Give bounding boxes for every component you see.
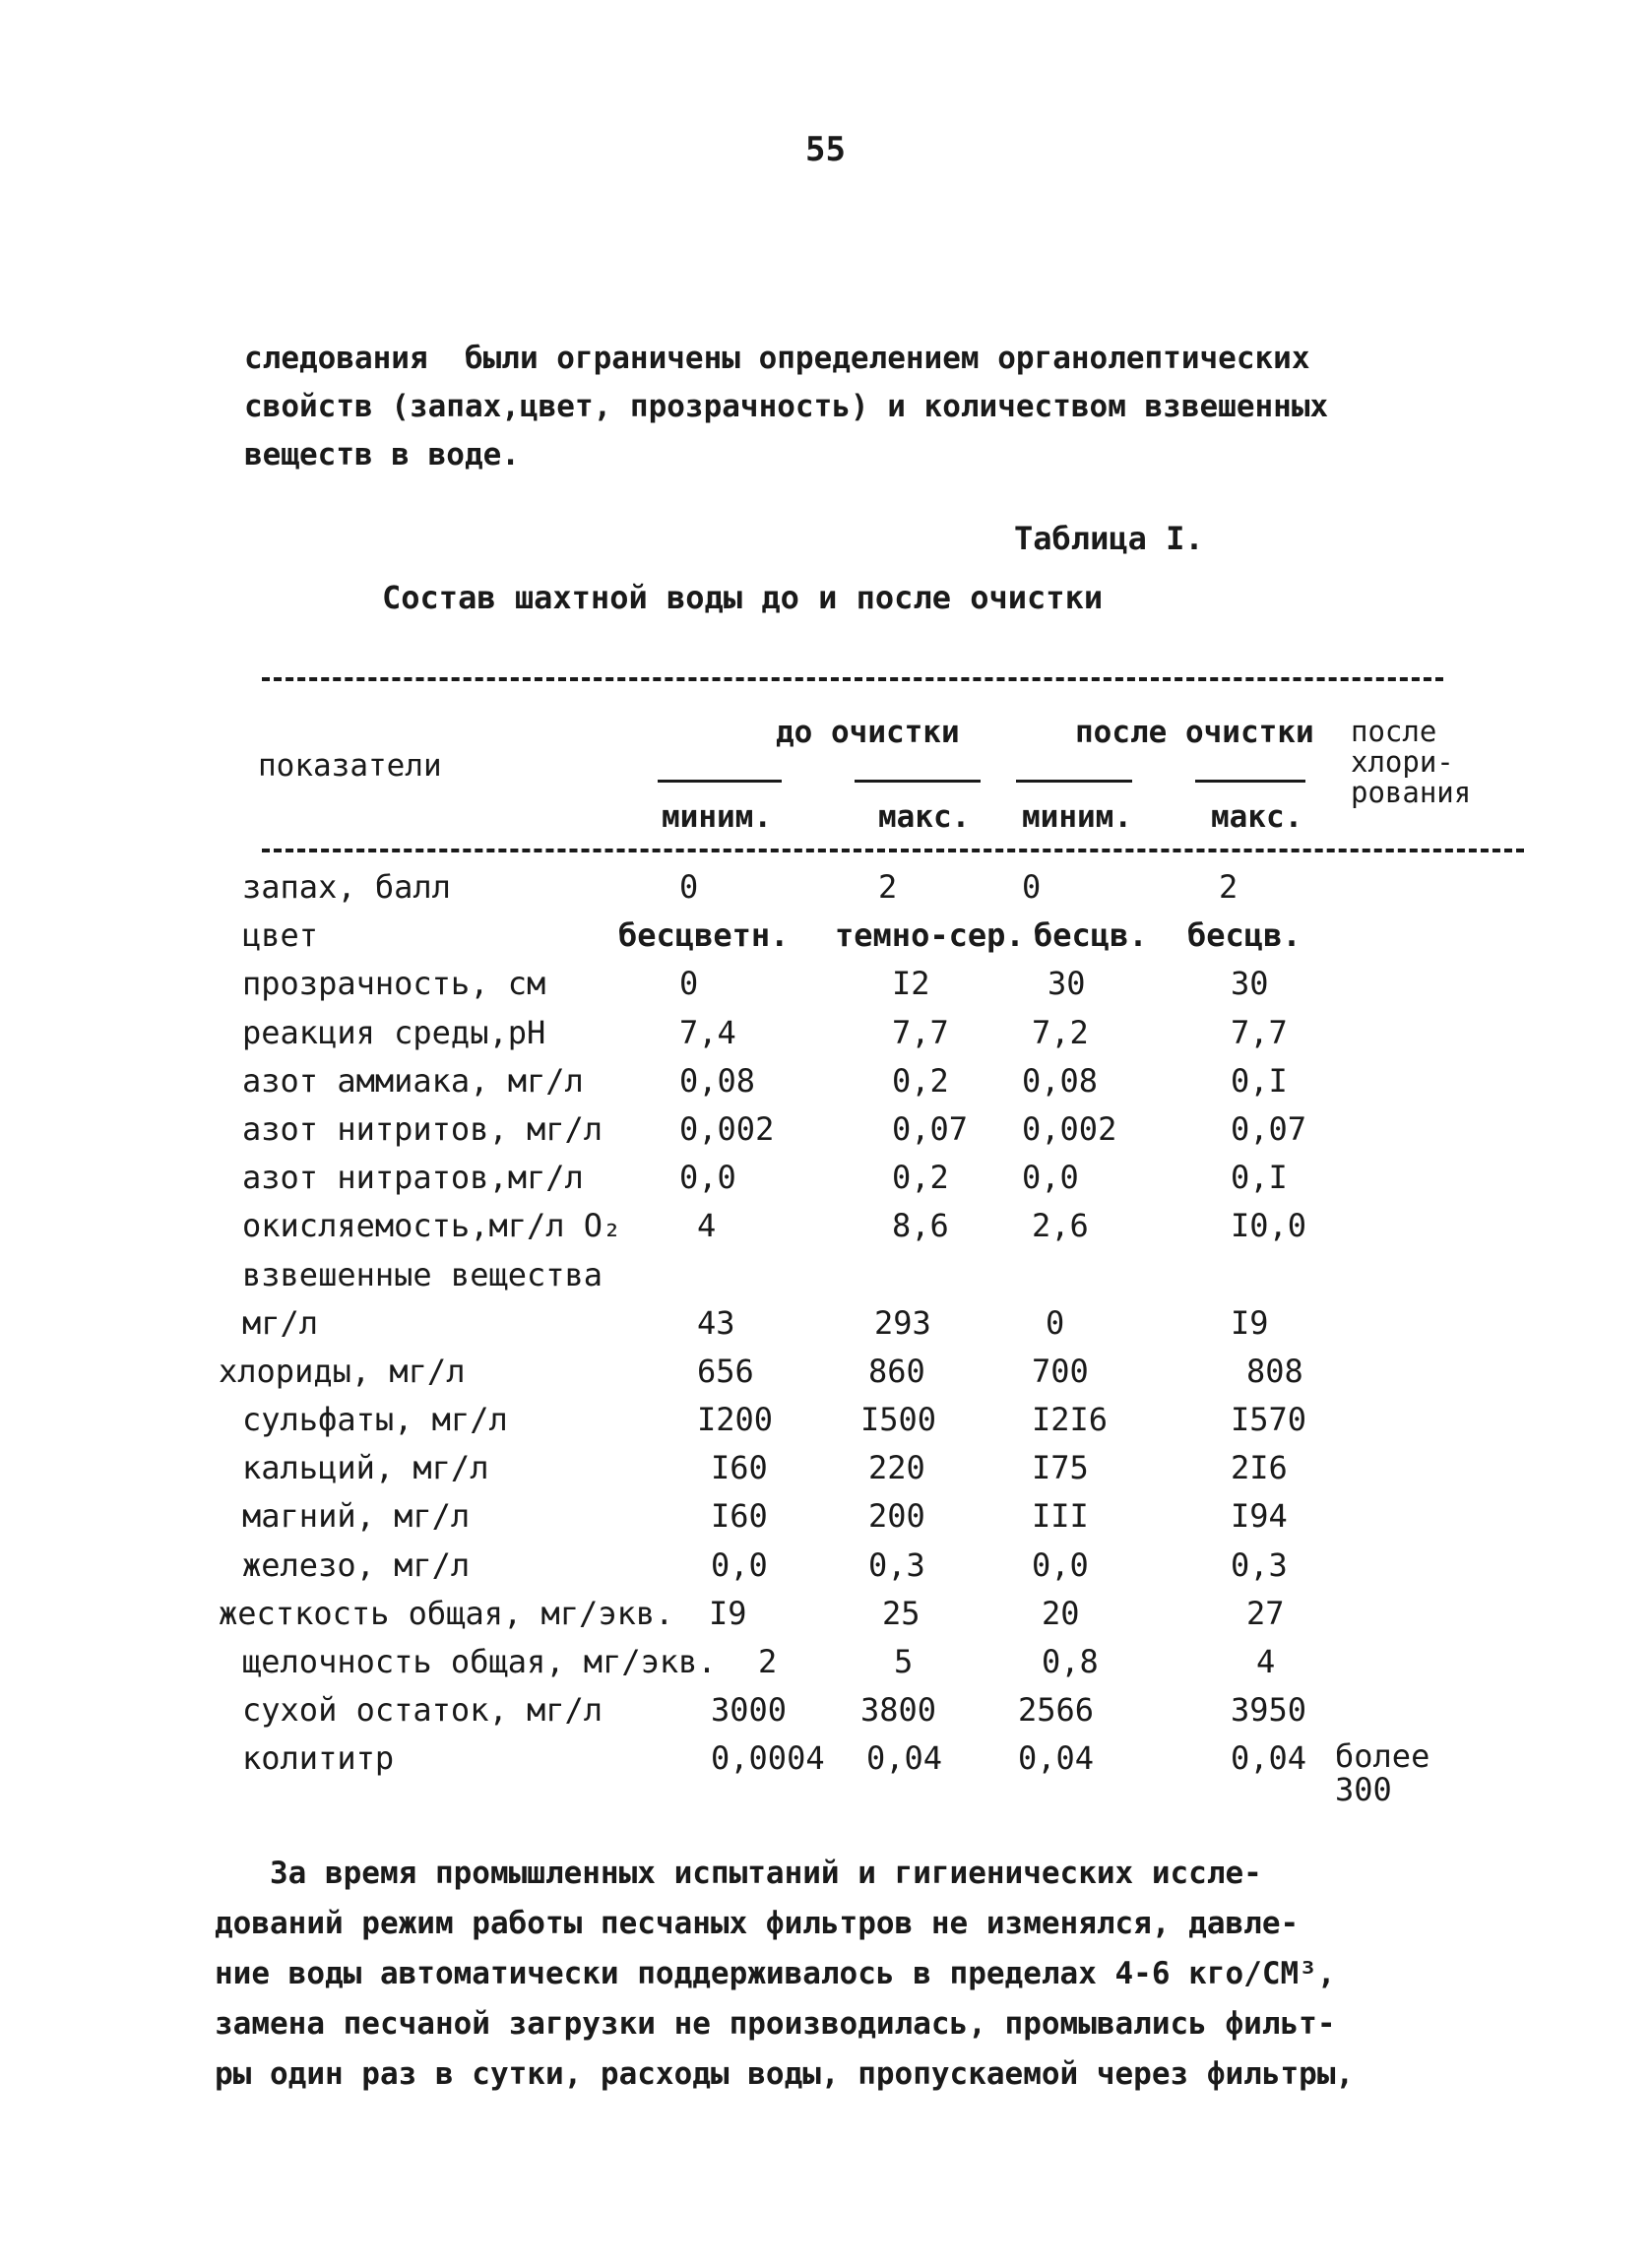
table-row: [0, 1737, 1651, 1809]
table-row: [0, 1304, 1651, 1353]
table-row: [0, 868, 1651, 916]
after-max-value: 7,7: [1231, 1013, 1288, 1051]
chlorination-value: [1335, 1737, 1430, 1809]
header-underline: [1195, 780, 1305, 783]
header-after-max: макс.: [1211, 799, 1303, 835]
row-label: окисляемость,мг/л O₂: [242, 1207, 622, 1245]
table-row: [0, 1595, 1651, 1643]
after-min-value: бесцв.: [1034, 916, 1148, 955]
before-max-value: 2: [878, 868, 898, 906]
row-label: азот нитритов, мг/л: [242, 1109, 603, 1148]
after-min-value: 0,0: [1032, 1545, 1089, 1584]
before-min-value: I9: [709, 1594, 747, 1632]
before-min-value: 3000: [711, 1691, 788, 1730]
after-max-value: 3950: [1231, 1691, 1307, 1730]
header-chlorination-line: после: [1351, 715, 1437, 748]
table-row: [0, 965, 1651, 1013]
before-max-value: 5: [894, 1643, 914, 1680]
row-label: щелочность общая, мг/экв.: [242, 1643, 717, 1680]
row-label: сульфаты, мг/л: [242, 1401, 508, 1439]
before-max-value: 220: [868, 1449, 925, 1487]
before-max-value: 3800: [860, 1691, 937, 1730]
chlorination-line: 300: [1335, 1771, 1392, 1809]
after-min-value: 0: [1022, 868, 1042, 906]
after-min-value: 700: [1032, 1352, 1089, 1390]
after-min-value: 7,2: [1032, 1013, 1089, 1051]
after-max-value: 0,07: [1231, 1109, 1307, 1148]
intro-paragraph: [244, 335, 1485, 479]
after-min-value: 0: [1046, 1303, 1065, 1342]
header-underline: [658, 780, 782, 783]
before-min-value: I60: [711, 1497, 768, 1536]
row-label: цвет: [242, 916, 319, 955]
before-max-value: I500: [860, 1401, 937, 1439]
table-row: [0, 1643, 1651, 1691]
table-row: [0, 1546, 1651, 1595]
after-max-value: 0,04: [1231, 1739, 1307, 1778]
before-min-value: 0: [679, 965, 699, 1003]
after-min-value: III: [1032, 1497, 1089, 1536]
before-min-value: 0,0: [711, 1545, 768, 1584]
after-max-value: I94: [1231, 1497, 1288, 1536]
after-max-value: 0,I: [1231, 1061, 1288, 1100]
header-min: миним.: [662, 799, 772, 835]
after-min-value: I75: [1032, 1449, 1089, 1487]
row-label: магний, мг/л: [242, 1497, 471, 1536]
after-max-value: 0,3: [1231, 1545, 1288, 1584]
before-max-value: 0,3: [868, 1545, 925, 1584]
row-label: запах, балл: [242, 868, 451, 906]
before-max-value: 0,07: [892, 1109, 969, 1148]
after-min-value: 2,6: [1032, 1207, 1089, 1245]
row-label: кальций, мг/л: [242, 1449, 489, 1487]
row-label: прозрачность, см: [242, 965, 546, 1003]
table-top-rule: [262, 677, 1443, 681]
after-max-value: 30: [1231, 965, 1269, 1003]
before-min-value: 0: [679, 868, 699, 906]
before-max-value: 200: [868, 1497, 925, 1536]
after-max-value: 2: [1219, 868, 1238, 906]
after-max-value: 808: [1246, 1352, 1303, 1390]
after-max-value: I570: [1231, 1401, 1307, 1439]
table-row: [0, 1014, 1651, 1062]
table-label: Таблица I.: [1014, 520, 1204, 557]
before-min-value: 0,0004: [711, 1739, 825, 1778]
row-label: взвешенные вещества: [242, 1255, 603, 1293]
before-max-value: 7,7: [892, 1013, 949, 1051]
before-min-value: 0,002: [679, 1109, 775, 1148]
after-min-value: I2I6: [1032, 1401, 1109, 1439]
page-number: 55: [805, 130, 846, 169]
before-min-value: 0,0: [679, 1159, 736, 1197]
before-max-value: 0,04: [866, 1739, 943, 1778]
after-min-value: 0,04: [1018, 1739, 1095, 1778]
table-body: [0, 868, 1651, 1809]
row-label: сухой остаток, мг/л: [242, 1691, 603, 1730]
closing-line: дований режим работы песчаных фильтров не изменялся, давле-: [215, 1906, 1300, 1941]
closing-line: ры один раз в сутки, расходы воды, пропускаемой через фильтры,: [215, 2056, 1355, 2092]
row-label: хлориды, мг/л: [219, 1352, 466, 1390]
header-underline: [855, 780, 981, 783]
table-title: Состав шахтной воды до и после очистки: [382, 579, 1104, 616]
after-min-value: 0,08: [1022, 1061, 1099, 1100]
table-row: [0, 1691, 1651, 1739]
before-max-value: 25: [882, 1594, 921, 1632]
header-after-min: миним.: [1022, 799, 1132, 835]
after-max-value: I0,0: [1231, 1207, 1307, 1245]
before-max-value: 0,2: [892, 1159, 949, 1197]
header-chlorination-line: рования: [1351, 776, 1472, 809]
header-max: макс.: [878, 799, 971, 835]
after-min-value: 30: [1048, 965, 1086, 1003]
before-min-value: I200: [697, 1401, 774, 1439]
before-max-value: 860: [868, 1352, 925, 1390]
before-max-value: темно-сер.: [835, 916, 1025, 955]
table-row: [0, 916, 1651, 965]
header-underline: [1016, 780, 1132, 783]
table-row: [0, 1110, 1651, 1159]
closing-paragraph: [215, 1849, 1494, 2100]
row-label: колититр: [242, 1739, 395, 1778]
before-max-value: 8,6: [892, 1207, 949, 1245]
intro-line: веществ в воде.: [244, 437, 520, 472]
before-max-value: 293: [874, 1303, 931, 1342]
row-label: реакция среды,pH: [242, 1013, 546, 1051]
after-max-value: 4: [1256, 1643, 1276, 1680]
after-max-value: 0,I: [1231, 1159, 1288, 1197]
table-row: [0, 1159, 1651, 1207]
before-max-value: 0,2: [892, 1061, 949, 1100]
table-row: [0, 1256, 1651, 1304]
chlorination-line: более: [1335, 1737, 1430, 1776]
before-min-value: I60: [711, 1449, 768, 1487]
row-label: азот нитратов,мг/л: [242, 1159, 584, 1197]
header-before: до очистки: [776, 715, 960, 750]
before-max-value: I2: [892, 965, 930, 1003]
row-label: азот аммиака, мг/л: [242, 1061, 584, 1100]
before-min-value: 2: [758, 1643, 778, 1680]
header-after: после очистки: [1075, 715, 1314, 750]
closing-line: замена песчаной загрузки не производилась, промывались фильт-: [215, 2006, 1336, 2042]
header-bottom-rule: [262, 849, 1524, 852]
intro-line: следования были ограничены определением органолептических: [244, 341, 1310, 376]
after-max-value: 27: [1246, 1594, 1285, 1632]
before-min-value: 0,08: [679, 1061, 756, 1100]
table-row: [0, 1497, 1651, 1545]
after-max-value: бесцв.: [1187, 916, 1302, 955]
closing-line: ние воды автоматически поддерживалось в пределах 4-6 кго/СМ³,: [215, 1956, 1336, 1991]
header-indicators: показатели: [258, 748, 442, 784]
after-min-value: 0,002: [1022, 1109, 1117, 1148]
after-max-value: I9: [1231, 1303, 1269, 1342]
after-min-value: 0,0: [1022, 1159, 1079, 1197]
table-row: [0, 1401, 1651, 1449]
row-label: мг/л: [242, 1303, 319, 1342]
table-row: [0, 1449, 1651, 1497]
before-min-value: 656: [697, 1352, 754, 1390]
table-row: [0, 1207, 1651, 1255]
header-chlorination: [1351, 717, 1471, 808]
intro-line: свойств (запах,цвет, прозрачность) и количеством взвешенных: [244, 389, 1329, 424]
table-row: [0, 1353, 1651, 1401]
after-min-value: 20: [1042, 1594, 1080, 1632]
after-min-value: 2566: [1018, 1691, 1095, 1730]
row-label: жесткость общая, мг/экв.: [219, 1594, 674, 1632]
before-min-value: 7,4: [679, 1013, 736, 1051]
after-min-value: 0,8: [1042, 1643, 1099, 1680]
after-max-value: 2I6: [1231, 1449, 1288, 1487]
row-label: железо, мг/л: [242, 1545, 471, 1584]
closing-line: За время промышленных испытаний и гигиенических иссле-: [215, 1856, 1262, 1891]
before-min-value: бесцветн.: [618, 916, 790, 955]
before-min-value: 4: [697, 1207, 717, 1245]
table-row: [0, 1062, 1651, 1110]
header-chlorination-line: хлори-: [1351, 745, 1454, 779]
before-min-value: 43: [697, 1303, 735, 1342]
